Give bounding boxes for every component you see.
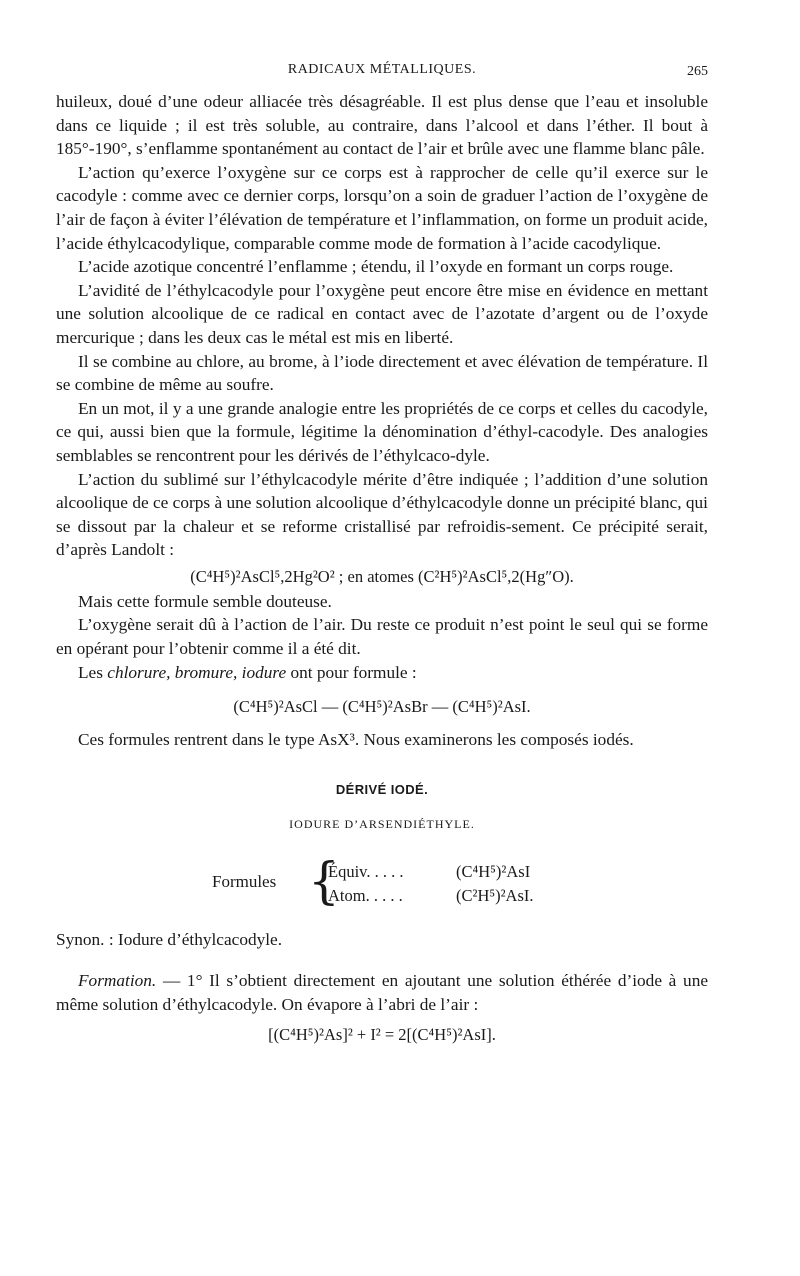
formula-row-atom — [328, 886, 534, 906]
paragraph: L’avidité de l’éthylcacodyle pour l’oxygène peut encore être mise en évidence en mettant une solution alcoolique de ce radical en contact avec de l’azotate d’argent ou de l’oxyde mercurique ; dans les deux cas le métal est mis en liberté. — [56, 280, 708, 347]
paragraph: Mais cette formule semble douteuse. — [78, 591, 332, 611]
formation-label: Formation. — [78, 971, 157, 991]
page-header — [56, 62, 708, 86]
paragraph: Ces formules rentrent dans le type AsX³. Nous examinerons les composés iodés. — [78, 730, 634, 750]
formules-block — [56, 852, 708, 920]
paragraph: huileux, doué d’une odeur alliacée très désagréable. Il est plus dense que l’eau et insoluble dans ce liquide ; il est très soluble, au contraire, dans l’alcool et dans l’éther. Il bout à 185°-190°, s’enflamme spontanément au contact de l’air et brûle avec une flamme blanc pâle. — [56, 92, 708, 159]
formula-row-equiv — [328, 862, 530, 882]
paragraph: L’action qu’exerce l’oxygène sur ce corps est à rapprocher de celle qu’il exerce sur le cacodyle : comme avec ce dernier corps, lorsqu’on a soin de graduer l’action de l’oxygène de l’air de façon à éviter l’élévation de température et l’inflammation, on forme un produit acide, l’acide éthylcacodylique, comparable comme mode de formation à l’acide cacodylique. — [56, 162, 708, 253]
atom-label: Atom. . . . . — [328, 885, 403, 905]
formation-text: — 1° Il s’obtient directement en ajoutant une solution éthérée d’iode à une même solution d’éthylcacodyle. On évapore à l’abri de l’air : — [56, 971, 708, 1015]
formation-paragraph — [56, 969, 708, 1016]
curly-brace-icon: { — [308, 851, 340, 910]
synonym-line: Synon. : Iodure d’éthylcacodyle. — [56, 929, 283, 949]
paragraph: En un mot, il y a une grande analogie entre les propriétés de ce corps et celles du cacodyle, ce qui, aussi bien que la formule, légitime la dénomination d’éthyl-cacodyle. Des analogies semblables se rencontrent pour les dérivés de l’éthylcaco-dyle. — [56, 398, 708, 465]
section-subheading: IODURE D’ARSENDIÉTHYLE. — [289, 816, 475, 831]
page-body — [56, 90, 708, 1045]
paragraph: L’oxygène serait dû à l’action de l’air. Du reste ce produit n’est point le seul qui se forme en opérant pour l’obtenir comme il a été dit. — [56, 615, 708, 659]
paragraph: L’acide azotique concentré l’enflamme ; étendu, il l’oxyde en formant un corps rouge. — [78, 257, 674, 277]
equiv-label: Équiv. . . . . — [328, 861, 404, 881]
text-span: Les — [78, 662, 108, 682]
text-span: ont pour formule : — [286, 662, 417, 682]
formula-landolt: (C⁴H⁵)²AsCl⁵,2Hg²O² ; en atomes (C²H⁵)²AsCl⁵,2(Hg″O). — [190, 566, 574, 586]
formula-halides: (C⁴H⁵)²AsCl — (C⁴H⁵)²AsBr — (C⁴H⁵)²AsI. — [233, 697, 531, 717]
paragraph: L’action du sublimé sur l’éthylcacodyle mérite d’être indiquée ; l’addition d’une solution alcoolique de ce corps à une solution alcoolique d’éthylcacodyle donne un précipité blanc, qui se dissout par la chaleur et se reforme cristallisé par refroidis-sement. Ce précipité serait, d’après Landolt : — [56, 469, 708, 560]
equiv-formula: (C⁴H⁵)²AsI — [456, 861, 531, 881]
paragraph — [56, 661, 708, 685]
formula-formation: [(C⁴H⁵)²As]² + I² = 2[(C⁴H⁵)²AsI]. — [268, 1024, 496, 1044]
paragraph: Il se combine au chlore, au brome, à l’iode directement et avec élévation de température. Il se combine de même au soufre. — [56, 351, 708, 395]
italic-text: chlorure, bromure, iodure — [107, 662, 287, 682]
formules-label: Formules — [212, 871, 277, 891]
running-head: RADICAUX MÉTALLIQUES. — [287, 62, 477, 77]
section-heading: DÉRIVÉ IODÉ. — [335, 781, 429, 797]
page-number: 265 — [687, 64, 708, 79]
atom-formula: (C²H⁵)²AsI. — [456, 885, 534, 905]
